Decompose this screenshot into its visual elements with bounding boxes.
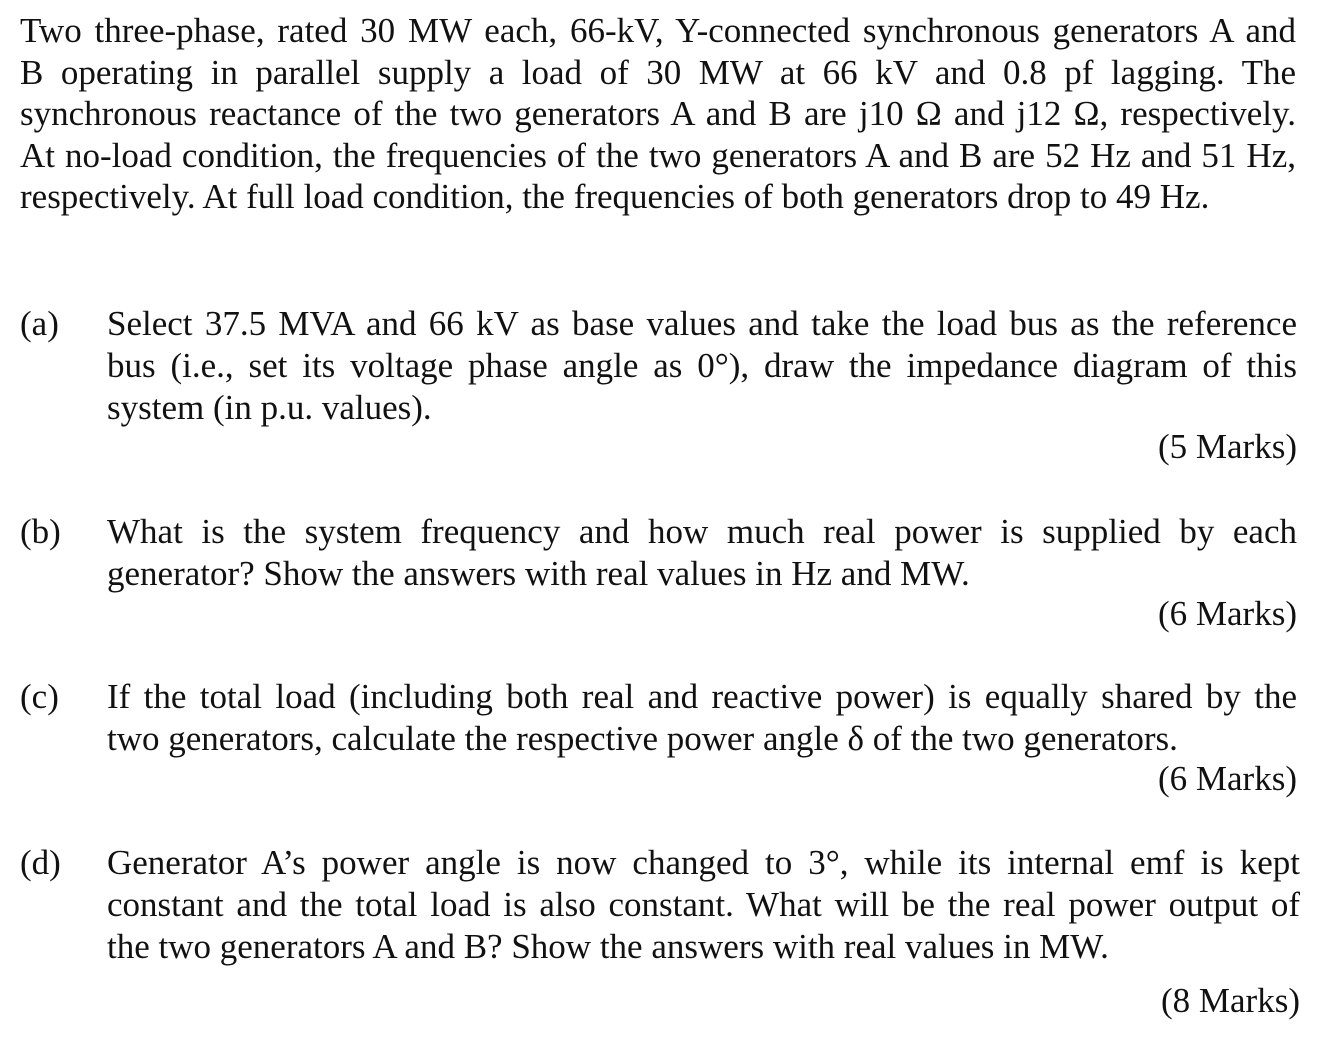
question-label: (c) [20,677,59,716]
problem-statement [20,10,1296,218]
question-text-line: What is the system frequency and how much real power is supplied by each [107,512,1297,551]
question-label: (a) [20,304,59,343]
question-text-line: bus (i.e., set its voltage phase angle as 0°), draw the impedance diagram of this [107,346,1297,385]
question-text [107,676,1297,760]
marks-label: (6 Marks) [1158,759,1297,798]
question-text [107,842,1300,968]
question-text-line: two generators, calculate the respective power angle δ of the two generators. [107,719,1178,758]
question-text [107,303,1297,429]
question-text-line: system (in p.u. values). [107,388,432,427]
question-label: (b) [20,512,61,551]
question-text-line: If the total load (including both real and reactive power) is equally shared by the [107,677,1297,716]
problem-statement-line: respectively. At full load condition, the frequencies of both generators drop to 49 Hz. [20,177,1210,216]
problem-statement-line: Two three-phase, rated 30 MW each, 66-kV, Y-connected synchronous generators A and [20,11,1296,50]
question-text [107,511,1297,595]
question-text-line: generator? Show the answers with real values in Hz and MW. [107,554,970,593]
marks-label: (6 Marks) [1158,594,1297,633]
question-text-line: Select 37.5 MVA and 66 kV as base values and take the load bus as the reference [107,304,1297,343]
question-text-line: constant and the total load is also constant. What will be the real power output of [107,885,1300,924]
marks-label: (8 Marks) [1161,981,1300,1020]
question-text-line: Generator A’s power angle is now changed to 3°, while its internal emf is kept [107,843,1300,882]
problem-statement-line: At no-load condition, the frequencies of the two generators A and B are 52 Hz and 51 Hz, [20,135,1296,175]
problem-statement-line: B operating in parallel supply a load of 30 MW at 66 kV and 0.8 pf lagging. The [20,52,1296,92]
marks-label: (5 Marks) [1158,427,1297,466]
question-label: (d) [20,843,61,882]
question-text-line: the two generators A and B? Show the answers with real values in MW. [107,927,1109,966]
problem-statement-line: synchronous reactance of the two generators A and B are j10 Ω and j12 Ω, respectively. [20,94,1296,133]
